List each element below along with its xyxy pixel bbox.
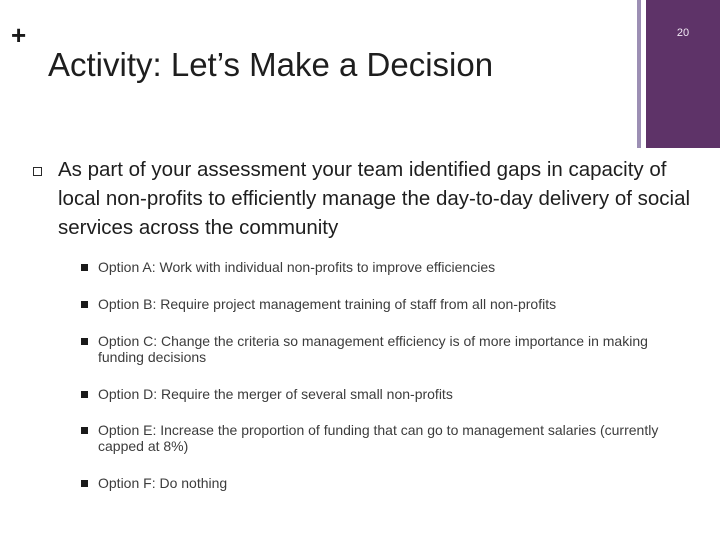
option-text: Option A: Work with individual non-profits to improve efficiencies bbox=[98, 259, 496, 275]
option-item-b bbox=[81, 296, 681, 312]
option-item-a bbox=[81, 259, 681, 275]
square-bullet-icon bbox=[81, 391, 88, 398]
option-item-e bbox=[81, 422, 681, 454]
slide-title: Activity: Let’s Make a Decision bbox=[48, 46, 494, 83]
option-text: Option B: Require project management training of staff from all non-profits bbox=[98, 296, 557, 312]
option-item-d bbox=[81, 386, 681, 402]
square-bullet-icon bbox=[81, 264, 88, 271]
option-item-f bbox=[81, 475, 681, 491]
accent-bar-line bbox=[637, 0, 641, 148]
main-bullet-text: As part of your assessment your team identified gaps in capacity of local non-profits to efficiently manage the day-to-day delivery of social services across the community bbox=[58, 158, 691, 239]
square-bullet-icon bbox=[81, 427, 88, 434]
square-bullet-icon bbox=[81, 480, 88, 487]
square-bullet-icon bbox=[81, 338, 88, 345]
plus-corner-mark: + bbox=[11, 20, 27, 50]
option-item-c bbox=[81, 333, 681, 365]
option-text: Option F: Do nothing bbox=[98, 475, 228, 491]
accent-block bbox=[646, 0, 720, 148]
option-text: Option C: Change the criteria so management efficiency is of more importance in making funding decisions bbox=[98, 333, 648, 365]
option-text: Option D: Require the merger of several small non-profits bbox=[98, 386, 453, 402]
square-bullet-icon bbox=[81, 301, 88, 308]
option-text: Option E: Increase the proportion of funding that can go to management salaries (currently capped at 8%) bbox=[98, 422, 659, 454]
slide-number: 20 bbox=[676, 27, 690, 39]
hollow-square-bullet-icon bbox=[33, 167, 42, 176]
